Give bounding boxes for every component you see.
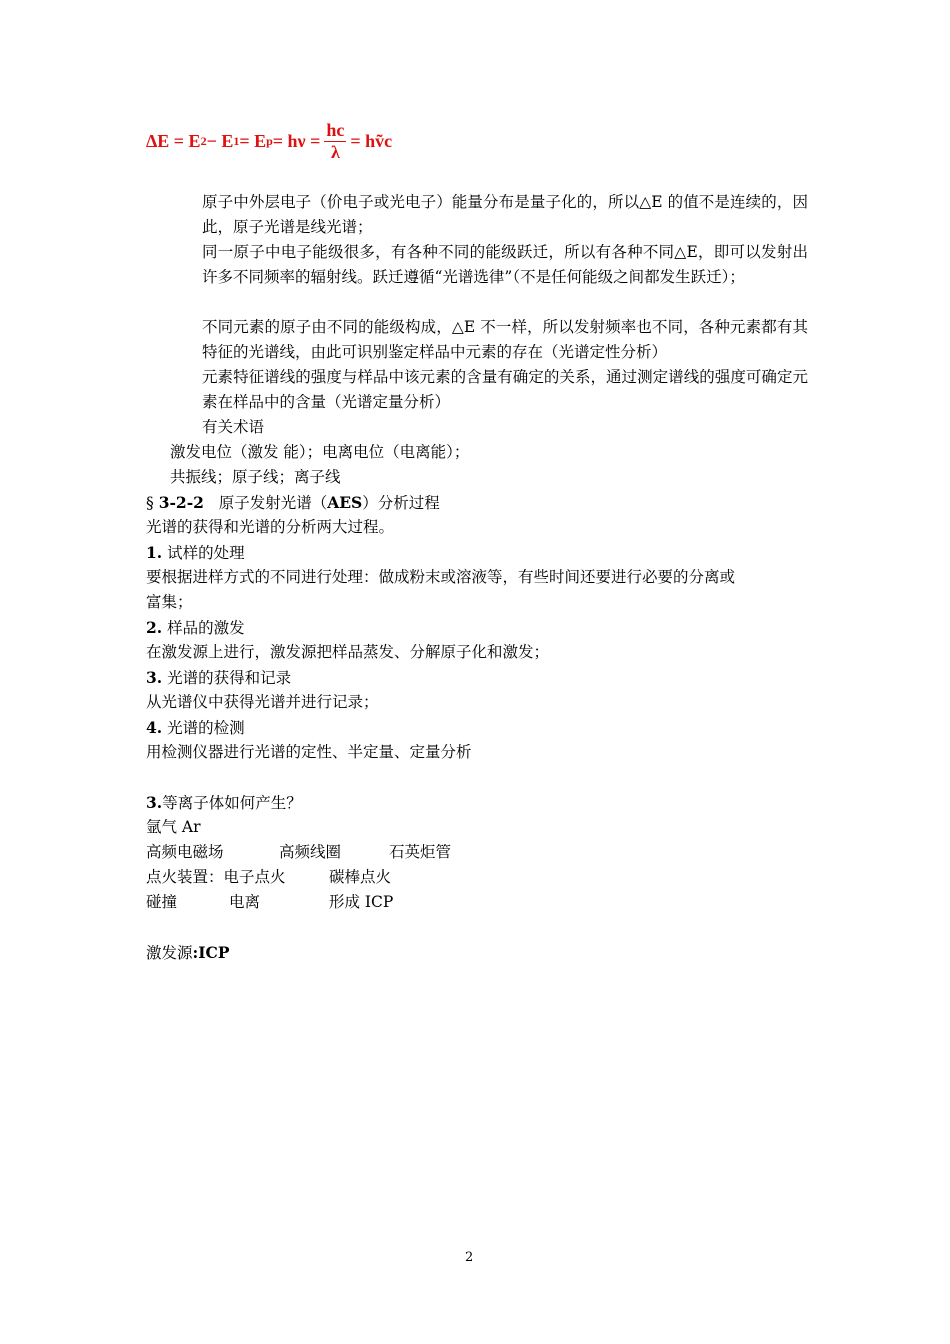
step-2-title: 2. 样品的激发 — [146, 618, 245, 637]
step-3-body: 从光谱仪中获得光谱并进行记录； — [146, 693, 379, 711]
excitation-source: 激发源:ICP — [146, 943, 230, 962]
paragraph-4: 元素特征谱线的强度与样品中该元素的含量有确定的关系，通过测定谱线的强度可确定元素在样品中的含量（光谱定量分析） — [202, 368, 808, 411]
plasma-row-1-c: 石英炬管 — [389, 843, 452, 861]
plasma-gas: 氩气 Ar — [146, 818, 201, 836]
paragraph-2: 同一原子中电子能级很多，有各种不同的能级跃迁，所以有各种不同△E，即可以发射出许多不同频率的辐射线。跃迁遵循“光谱选律”（不是任何能级之间都发生跃迁）； — [202, 243, 808, 286]
terms-line-2: 共振线；原子线；离子线 — [170, 468, 341, 486]
energy-formula: ΔE = E 2 − E 1 = E p = hν = $\frac{hc}{\lambda}$ = hṽc — [146, 119, 393, 162]
step-4-title: 4. 光谱的检测 — [146, 718, 245, 737]
fraction: $\frac{hc}{\lambda}$ — [326, 119, 345, 162]
page-number: 2 — [465, 1250, 474, 1265]
plasma-row-1-a: 高频电磁场 — [146, 843, 224, 861]
step-1-body: 要根据进样方式的不同进行处理：做成粉末或溶液等，有些时间还要进行必要的分离或 — [146, 568, 736, 586]
plasma-row-1-b: 高频线圈 — [279, 843, 342, 861]
plasma-row-2-a: 点火装置：电子点火 — [146, 868, 286, 886]
step-3-title: 3. 光谱的获得和记录 — [146, 668, 292, 687]
paragraph-3: 不同元素的原子由不同的能级构成，△E 不一样，所以发射频率也不同，各种元素都有其特征的光谱线，由此可识别鉴定样品中元素的存在（光谱定性分析） — [202, 318, 808, 361]
plasma-row-3-b: 电离 — [229, 893, 261, 911]
terms-line-1: 激发电位（激发 能）；电离电位（电离能）； — [170, 443, 470, 461]
section-heading: § 3-2-2 原子发射光谱（AES）分析过程 — [146, 493, 440, 512]
plasma-row-3-a: 碰撞 — [146, 893, 178, 911]
step-1-title: 1. 试样的处理 — [146, 543, 245, 562]
section-intro: 光谱的获得和光谱的分析两大过程。 — [146, 518, 395, 536]
step-1-body-cont: 富集； — [146, 593, 193, 611]
terms-heading: 有关术语 — [202, 418, 265, 436]
plasma-row-2-b: 碳棒点火 — [329, 868, 392, 886]
paragraph-1: 原子中外层电子（价电子或光电子）能量分布是量子化的，所以△E 的值不是连续的，因此，原子光谱是线光谱； — [202, 193, 808, 236]
plasma-row-3-c: 形成 ICP — [329, 893, 394, 911]
step-2-body: 在激发源上进行，激发源把样品蒸发、分解原子化和激发； — [146, 643, 550, 661]
plasma-heading: 3.等离子体如何产生？ — [146, 793, 302, 812]
step-4-body: 用检测仪器进行光谱的定性、半定量、定量分析 — [146, 743, 472, 761]
